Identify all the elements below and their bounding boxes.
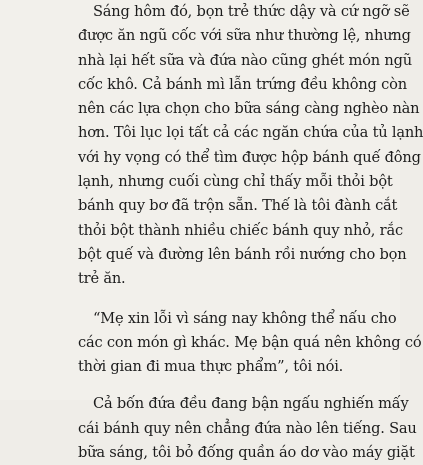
text-line: lạnh, nhưng cuối cùng chỉ thấy mỗi thỏi bột [78,173,393,191]
text-line: nên các lựa chọn cho bữa sáng càng nghèo nàn [78,100,420,118]
text-line: “Mẹ xin lỗi vì sáng nay không thể nấu cho [93,309,397,327]
text-line: được ăn ngũ cốc với sữa như thường lệ, nhưng [78,27,411,45]
text-line: bánh quy bơ đã trộn sẵn. Thế là tôi đành cắt [78,197,398,215]
text-line: Sáng hôm đó, bọn trẻ thức dậy và cứ ngỡ sẽ [93,3,410,20]
text-line: các con món gì khác. Mẹ bận quá nên không có [78,333,422,351]
text-line: thỏi bột thành nhiều chiếc bánh quy nhỏ, rắc [78,221,403,239]
paragraph-2 [78,307,422,380]
text-line: hơn. Tôi lục lọi tất cả các ngăn chứa của tủ lạnh [78,124,423,142]
text-line: bữa sáng, tôi bỏ đống quần áo dơ vào máy giặt [78,444,415,462]
paragraph-3 [78,392,417,465]
text-line: trẻ ăn. [78,270,126,288]
text-line: cốc khô. Cả bánh mì lẫn trứng đều không còn [78,75,407,93]
text-line: cái bánh quy nên chẳng đứa nào lên tiếng. Sau [78,419,417,437]
text-line: với hy vọng có thể tìm được hộp bánh quế đông [78,148,421,166]
text-line: nhà lại hết sữa và đứa nào cũng ghét món ngũ [78,51,412,69]
paragraph-1 [78,0,423,292]
text-line: thời gian đi mua thực phẩm”, tôi nói. [78,358,344,376]
text-line: bột quế và đường lên bánh rồi nướng cho bọn [78,245,407,263]
page-text [78,0,423,465]
text-line: Cả bốn đứa đều đang bận ngấu nghiến mấy [93,395,409,413]
